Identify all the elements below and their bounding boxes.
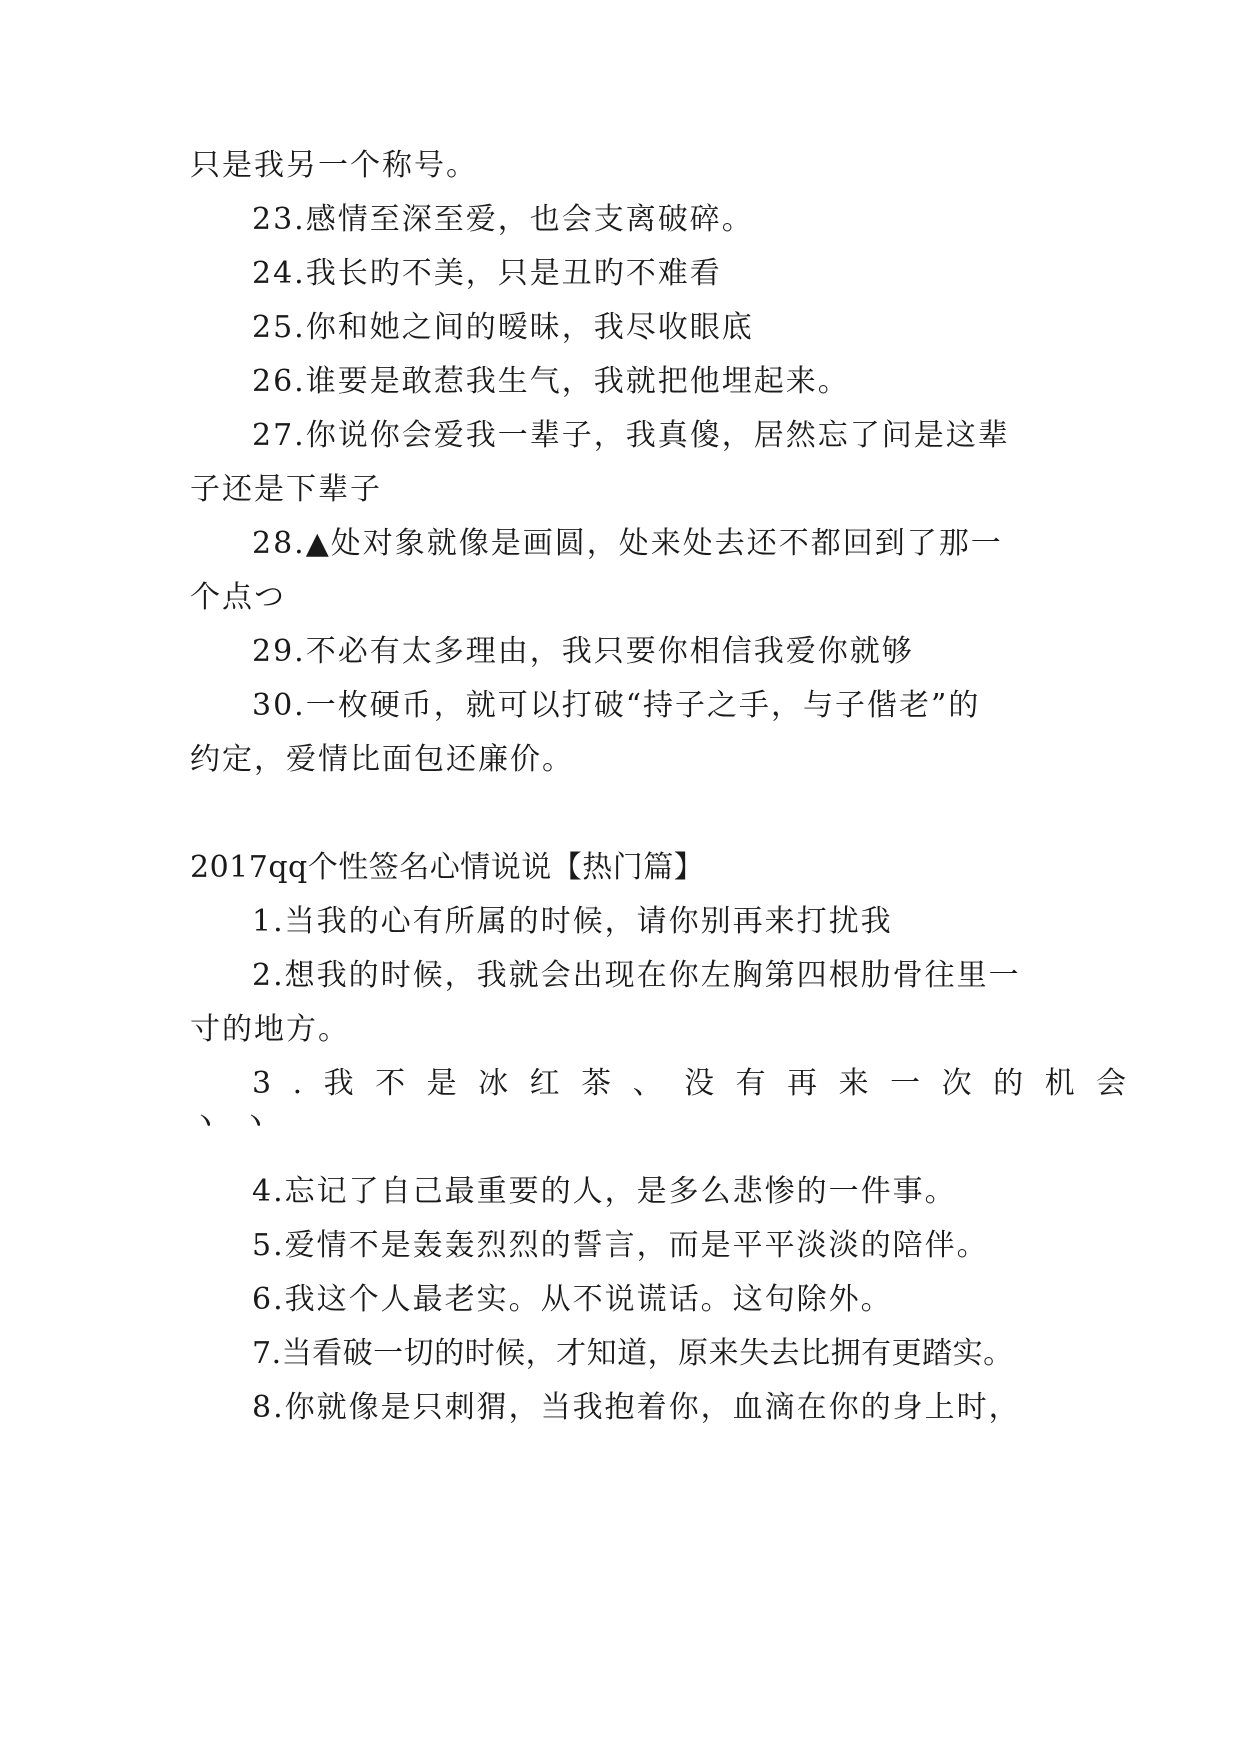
- text-line: 只是我另一个称号。: [190, 148, 478, 183]
- list-item: 27.你说你会爱我一辈子，我真傻，居然忘了问是这辈: [252, 418, 1010, 453]
- list-item: 24.我长旳不美，只是丑旳不难看: [252, 256, 722, 291]
- list-item: 6.我这个人最老实。从不说谎话。这句除外。: [252, 1282, 893, 1317]
- list-item: 4.忘记了自己最重要的人，是多么悲惨的一件事。: [252, 1174, 957, 1209]
- list-item: 7.当看破一切的时候，才知道，原来失去比拥有更踏实。: [252, 1336, 1014, 1371]
- list-item: 28.▲处对象就像是画圆，处来处去还不都回到了那一: [252, 526, 1003, 561]
- section-heading: 2017qq个性签名心情说说【热门篇】: [190, 850, 705, 885]
- list-item: 3.我不是冰红茶、没有再来一次的机会: [252, 1066, 1148, 1101]
- list-item: 8.你就像是只刺猬，当我抱着你，血滴在你的身上时，: [252, 1390, 1021, 1425]
- text-line: 子还是下辈子: [190, 472, 382, 507]
- list-item: 30.一枚硬币，就可以打破“持子之手，与子偕老”的: [252, 688, 981, 723]
- list-item: 26.谁要是敢惹我生气，我就把他埋起来。: [252, 364, 850, 399]
- list-item: 1.当我的心有所属的时候，请你别再来打扰我: [252, 904, 893, 939]
- list-item: 2.想我的时候，我就会出现在你左胸第四根肋骨往里一: [252, 958, 1021, 993]
- list-item: 29.不必有太多理由，我只要你相信我爱你就够: [252, 634, 914, 669]
- list-item: 5.爱情不是轰轰烈烈的誓言，而是平平淡淡的陪伴。: [252, 1228, 989, 1263]
- text-line: 寸的地方。: [190, 1012, 350, 1047]
- list-item: 23.感情至深至爱，也会支离破碎。: [252, 202, 754, 237]
- text-line: 个点つ: [190, 580, 286, 615]
- text-line: 约定，爱情比面包还廉价。: [190, 742, 574, 777]
- text-line: ヽヽ: [190, 1104, 290, 1139]
- list-item: 25.你和她之间的暧昧，我尽收眼底: [252, 310, 754, 345]
